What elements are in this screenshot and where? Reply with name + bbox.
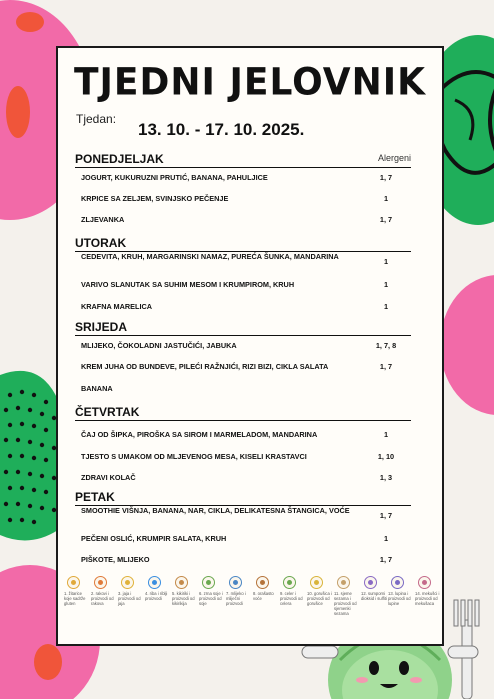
allergen-legend-item	[226, 576, 252, 606]
meal-name: ZLJEVANKA	[81, 215, 125, 224]
allergen-legend-text: 2. rakovi i proizvodi od rakova	[91, 591, 114, 606]
meal-name: MLIJEKO, ČOKOLADNI JASTUČIĆI, JABUKA	[81, 341, 237, 350]
lupin-icon	[391, 576, 404, 589]
allergen-legend-item	[145, 576, 171, 601]
sulfite-icon	[364, 576, 377, 589]
meal-name: PEČENI OSLIĆ, KRUMPIR SALATA, KRUH	[81, 534, 227, 543]
mustard-icon	[310, 576, 323, 589]
wheat-icon	[67, 576, 80, 589]
meal-allergens: 1, 10	[377, 452, 395, 461]
allergen-legend-item	[307, 576, 333, 606]
meal-name: PIŠKOTE, MLIJEKO	[81, 555, 150, 564]
day-heading: ČETVRTAK	[75, 405, 411, 421]
menu-card	[56, 46, 444, 646]
allergen-legend-item	[118, 576, 144, 606]
meal-allergens: 1, 3	[379, 473, 393, 482]
mollusc-icon	[418, 576, 431, 589]
day-heading: PONEDJELJAK Alergeni	[75, 152, 411, 166]
day-section-monday	[75, 152, 411, 236]
allergen-legend-item	[280, 576, 306, 606]
allergen-legend	[60, 576, 444, 646]
meal-name: JOGURT, KUKURUZNI PRUTIĆ, BANANA, PAHULJICE	[81, 173, 268, 182]
orange-spot	[6, 86, 30, 138]
meal-allergens: 1, 7	[379, 173, 393, 182]
allergen-legend-text: 3. jaja i proizvodi od jaja	[118, 591, 141, 606]
allergen-legend-text: 8. orašasto voće	[253, 591, 274, 601]
allergen-legend-item	[253, 576, 279, 601]
day-section-wednesday	[75, 320, 411, 404]
meal-allergens: 1	[383, 534, 389, 543]
day-heading: UTORAK	[75, 236, 411, 252]
allergen-legend-text: 6. zrna soje i proizvodi od soje	[199, 591, 223, 606]
allergen-legend-text: 10. gorušica i proizvodi od gorušice	[307, 591, 332, 606]
meal-allergens: 1	[383, 257, 389, 266]
allergen-legend-item	[172, 576, 198, 606]
day-section-friday	[75, 490, 411, 574]
meal-name: VARIVO SLANUTAK SA SUHIM MESOM I KRUMPIROM, KRUH	[81, 280, 295, 289]
week-label: Tjedan:	[76, 112, 117, 126]
day-section-thursday	[75, 405, 411, 489]
allergen-legend-text: 4. riba i riblji proizvodi	[145, 591, 168, 601]
pink-blob-right	[440, 275, 494, 415]
day-section-tuesday	[75, 236, 411, 320]
meal-name: ČAJ OD ŠIPKA, PIROŠKA SA SIROM I MARMELADOM, MANDARINA	[81, 430, 318, 439]
meal-allergens: 1, 7	[379, 511, 393, 520]
meal-name: KRPICE SA ZELJEM, SVINJSKO PEČENJE	[81, 194, 229, 203]
allergen-legend-text: 14. mekušci i proizvodi od mekušaca	[415, 591, 440, 606]
milk-icon	[229, 576, 242, 589]
soy-icon	[202, 576, 215, 589]
allergen-legend-item	[415, 576, 441, 606]
allergen-legend-text: 1. žitarice koje sadrže gluten	[64, 591, 86, 606]
egg-icon	[121, 576, 134, 589]
allergen-legend-item	[361, 576, 387, 601]
meal-name: ZDRAVI KOLAČ	[81, 473, 136, 482]
day-heading: SRIJEDA	[75, 320, 411, 336]
meal-name: TJESTO S UMAKOM OD MLJEVENOG MESA, KISELI KRASTAVCI	[81, 452, 307, 461]
allergen-legend-text: 12. sumporni dioksid i sulfiti	[361, 591, 387, 601]
allergens-header: Alergeni	[377, 153, 411, 163]
peanut-icon	[175, 576, 188, 589]
allergen-legend-item	[91, 576, 117, 606]
allergen-legend-text: 9. celer i proizvodi od celera	[280, 591, 303, 606]
meal-allergens: 1, 7	[379, 362, 393, 371]
sesame-icon	[337, 576, 350, 589]
crab-icon	[94, 576, 107, 589]
celery-icon	[283, 576, 296, 589]
allergen-legend-text: 5. kikiriki i proizvodi od kikirikija	[172, 591, 195, 606]
allergen-legend-text: 11. sjeme sezama i proizvodi od sjemenki sezama	[334, 591, 357, 616]
meal-allergens: 1	[383, 302, 389, 311]
meal-allergens: 1	[383, 280, 389, 289]
fish-icon	[148, 576, 161, 589]
allergen-legend-item	[334, 576, 360, 616]
meal-allergens: 1, 7, 8	[375, 341, 397, 350]
allergen-legend-item	[199, 576, 225, 606]
meal-allergens: 1	[383, 430, 389, 439]
week-dates: 13. 10. - 17. 10. 2025.	[138, 120, 305, 139]
page-title: TJEDNI JELOVNIK	[73, 60, 427, 105]
nut-icon	[256, 576, 269, 589]
meal-allergens: 1, 7	[379, 555, 393, 564]
day-heading: PETAK	[75, 490, 411, 506]
meal-name: CEDEVITA, KRUH, MARGARINSKI NAMAZ, PUREĆA ŠUNKA, MANDARINA	[81, 252, 339, 261]
meal-name: KRAFNA MARELICA	[81, 302, 153, 311]
meal-allergens: 1, 7	[379, 215, 393, 224]
meal-name: KREM JUHA OD BUNDEVE, PILEĆI RAŽNJIĆI, RIZI BIZI, CIKLA SALATA	[81, 362, 329, 371]
allergen-legend-item	[64, 576, 90, 606]
allergen-legend-text: 7. mlijeko i mliječni proizvodi	[226, 591, 246, 606]
allergen-legend-text: 13. lupina i proizvodi od lupine	[388, 591, 411, 606]
allergen-legend-item	[388, 576, 414, 606]
meal-name: SMOOTHIE VIŠNJA, BANANA, NAR, CIKLA, DELIKATESNA ŠTANGICA, VOĆE	[81, 506, 350, 515]
meal-allergens: 1	[383, 194, 389, 203]
meal-name: BANANA	[81, 384, 113, 393]
